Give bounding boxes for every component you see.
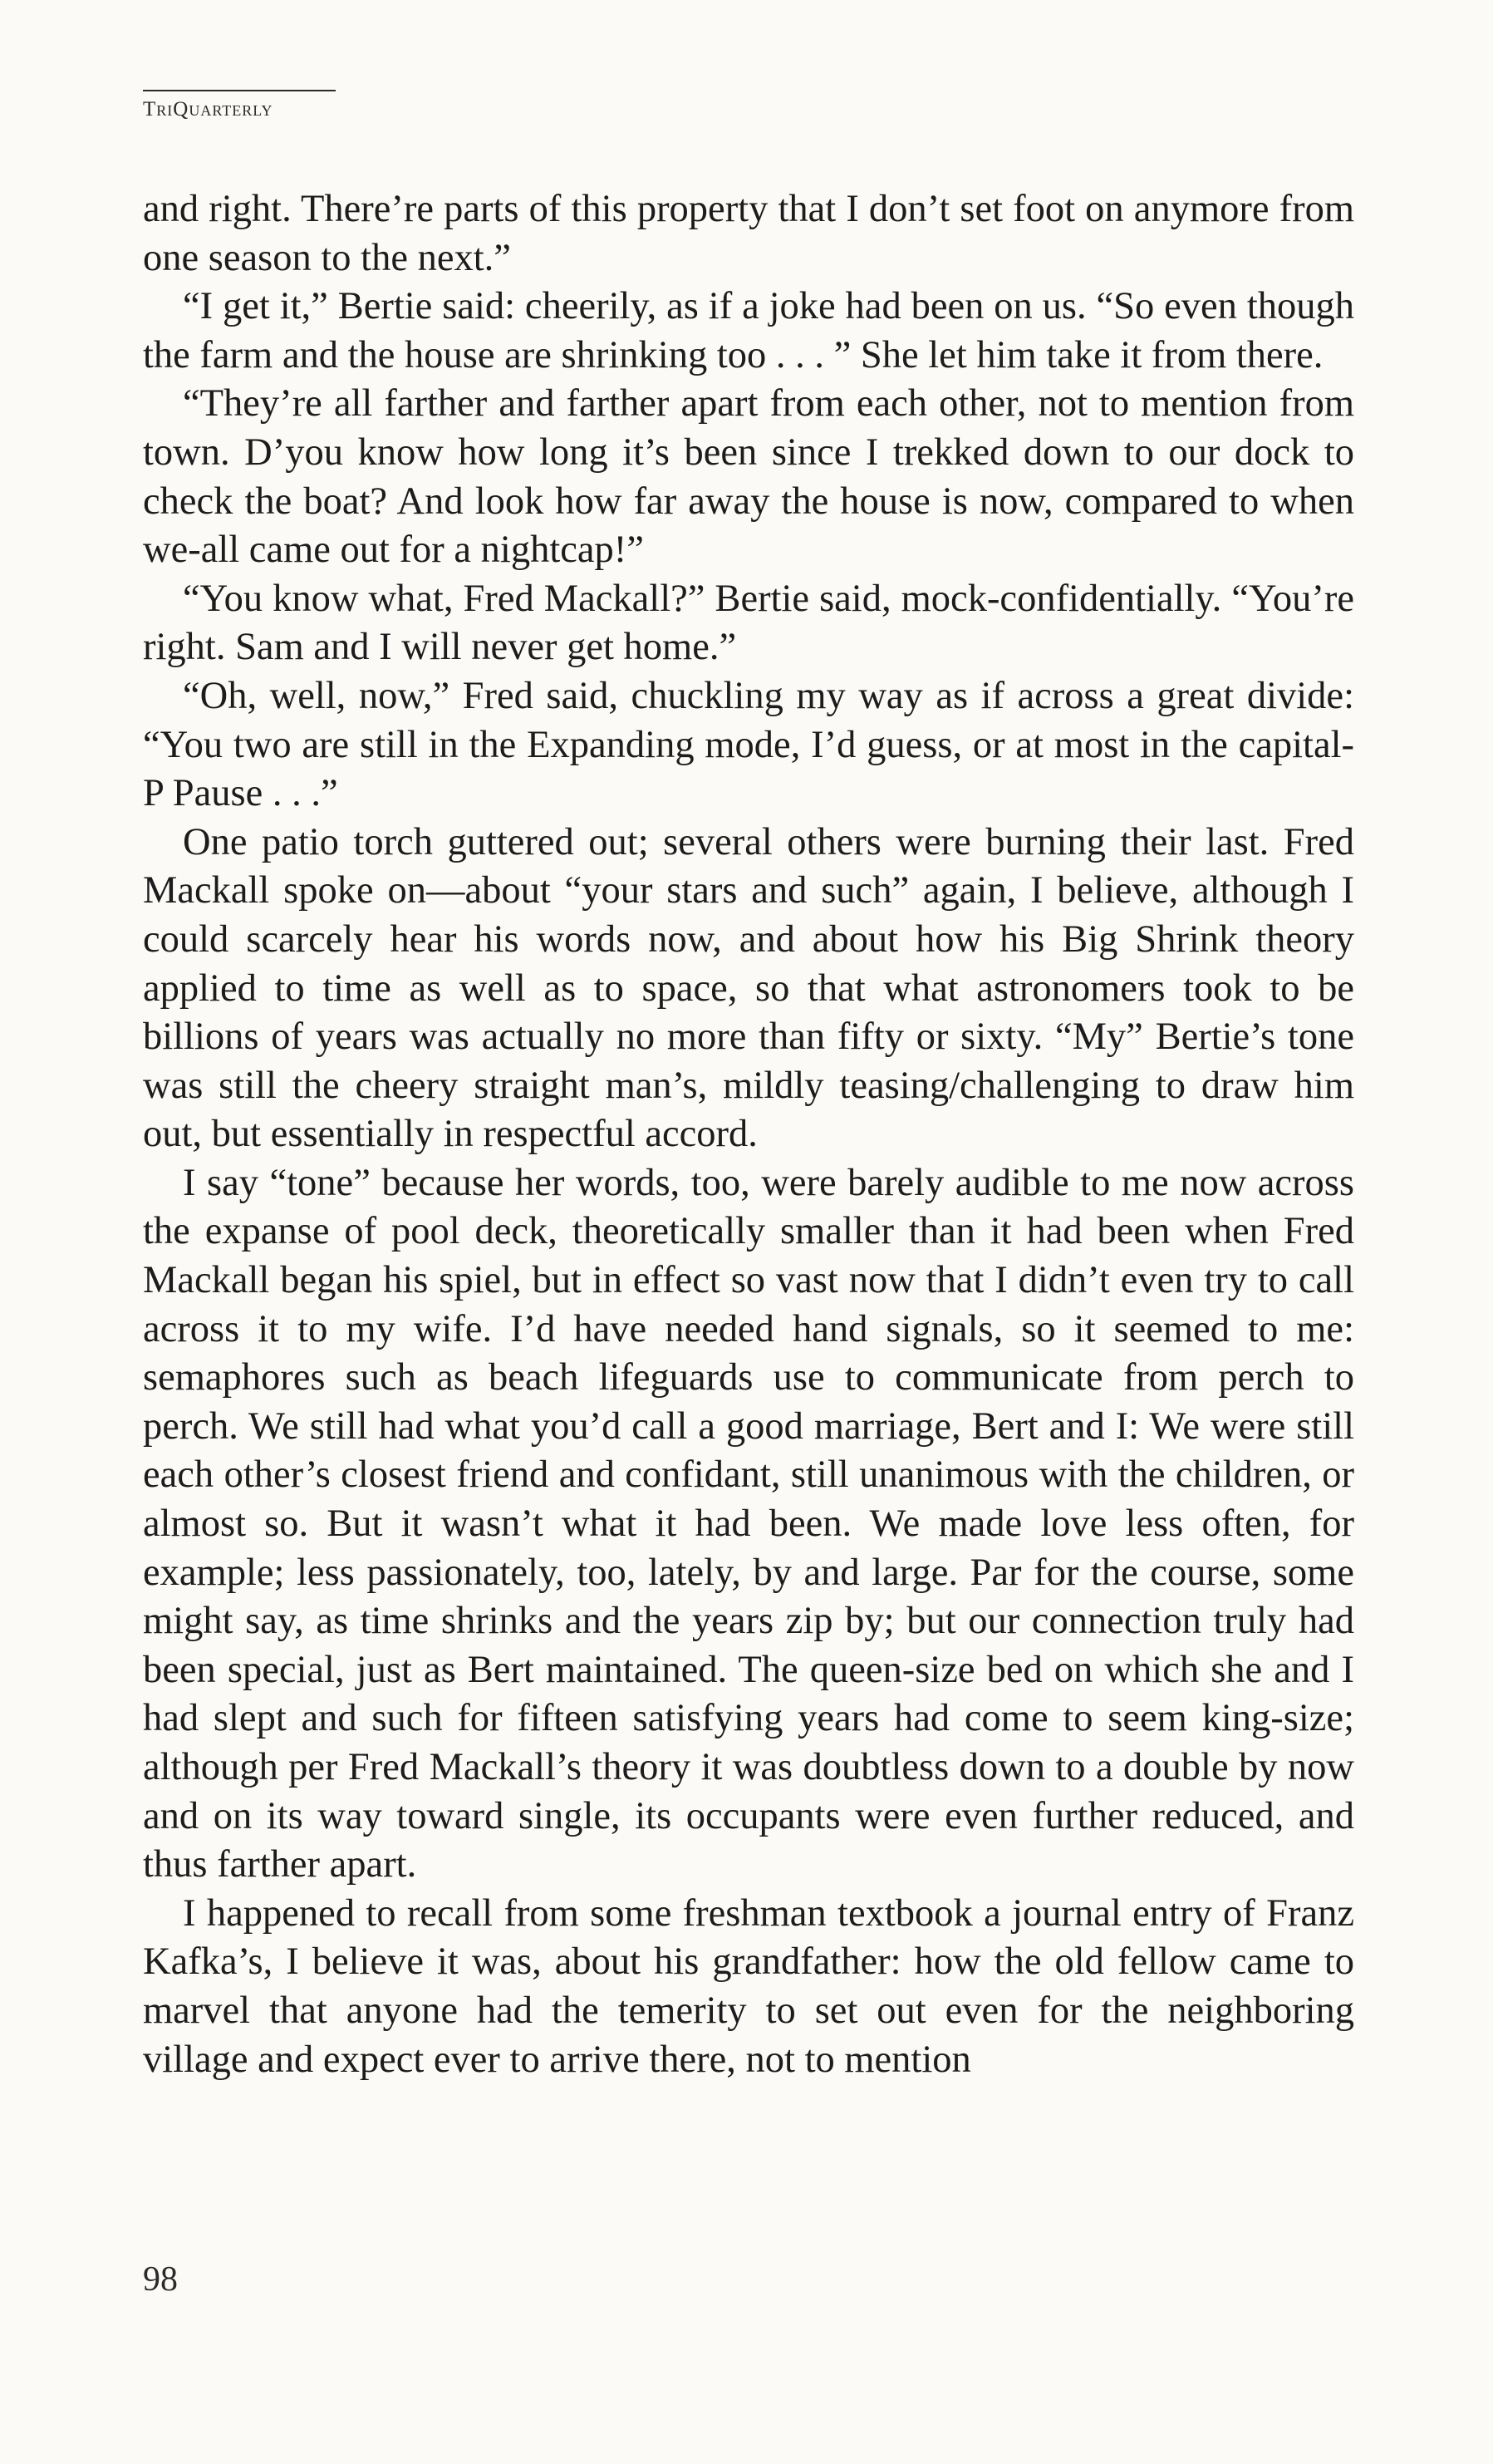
paragraph: “Oh, well, now,” Fred said, chuckling my way as if across a great divide: “You two are still in the Expanding mode, I’d guess, or at most in the capital-P Pause . . .” [143,674,1354,815]
paragraph: and right. There’re parts of this property that I don’t set foot on anymore from one season to the next.” [143,188,1354,279]
header-rule [143,90,336,91]
paragraph: “You know what, Fred Mackall?” Bertie said, mock-confidentially. “You’re right. Sam and I will never get home.” [143,577,1354,669]
paragraph: One patio torch guttered out; several others were burning their last. Fred Mackall spoke on—about “your stars and such” again, I believe, although I could scarcely hear his words now, and about how his Big Shrink theory applied to time as well as to space, so that what astronomers took to be billions of years was actually no more than fifty or sixty. “My” Bertie’s tone was still the cheery straight man’s, mildly teasing/challenging to draw him out, but essentially in respectful accord. [143,820,1354,1156]
running-head: TriQuarterly [143,98,273,120]
body-text [143,185,1354,2084]
paragraph: “I get it,” Bertie said: cheerily, as if a joke had been on us. “So even though the farm and the house are shrinking too . . . ” She let him take it from there. [143,285,1354,376]
paragraph: I happened to recall from some freshman textbook a journal entry of Franz Kafka’s, I believe it was, about his grandfather: how the old fellow came to marvel that anyone had the temerity to set out even for the neighboring village and expect ever to arrive there, not to mention [143,1891,1354,2081]
page-number: 98 [143,2260,178,2299]
paragraph: “They’re all farther and farther apart from each other, not to mention from town. D’you know how long it’s been since I trekked down to our dock to check the boat? And look how far away the house is now, compared to when we-all came out for a nightcap!” [143,382,1354,572]
paragraph: I say “tone” because her words, too, were barely audible to me now across the expanse of pool deck, theoretically smaller than it had been when Fred Mackall began his spiel, but in effect so vast now that I didn’t even try to call across it to my wife. I’d have needed hand signals, so it seemed to me: semaphores such as beach lifeguards use to communicate from perch to perch. We still had what you’d call a good marriage, Bert and I: We were still each other’s closest friend and confidant, still unanimous with the children, or almost so. But it wasn’t what it had been. We made love less often, for example; less passionately, too, lately, by and large. Par for the course, some might say, as time shrinks and the years zip by; but our connection truly had been special, just as Bert maintained. The queen-size bed on which she and I had slept and such for fifteen satisfying years had come to seem king-size; although per Fred Mackall’s theory it was doubtless down to a double by now and on its way toward single, its occupants were even further reduced, and thus farther apart. [143,1161,1354,1886]
